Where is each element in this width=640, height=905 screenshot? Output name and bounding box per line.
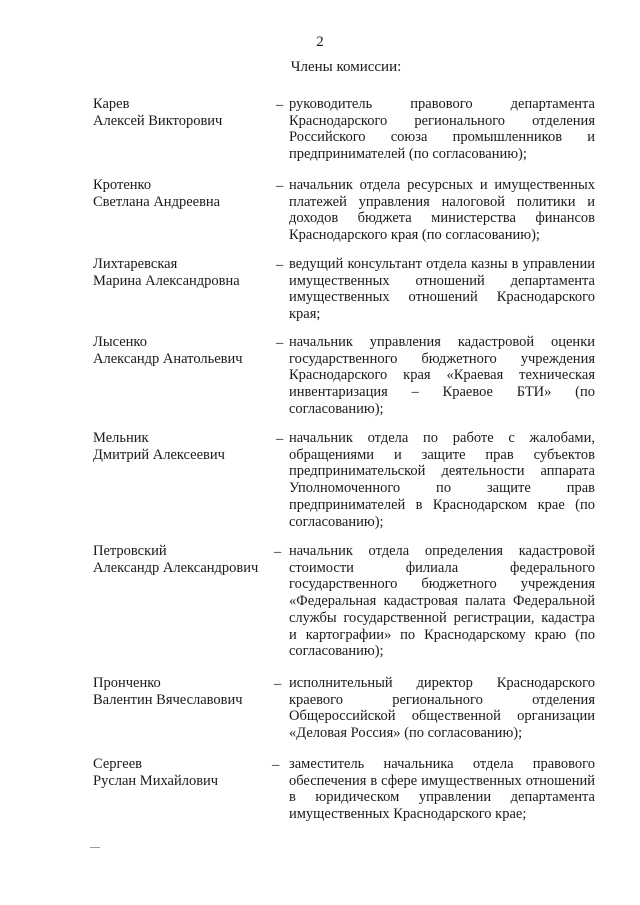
member-given-names: Дмитрий Алексеевич: [93, 447, 225, 463]
member-given-names: Руслан Михайлович: [93, 773, 219, 789]
member-surname: Пронченко: [93, 675, 161, 691]
dash-separator: –: [276, 257, 284, 273]
member-name: [93, 256, 278, 290]
member-role: ведущий консультант отдела казны в управлении имущественных отношений департамента имущественных отношений Краснодарского края;: [289, 256, 595, 323]
dash-separator: –: [274, 676, 282, 692]
member-surname: Лысенко: [93, 334, 147, 350]
member-name: [93, 177, 278, 211]
member-given-names: Валентин Вячеславович: [93, 692, 243, 708]
section-heading: Члены комиссии:: [290, 59, 402, 75]
member-name: [93, 430, 278, 464]
dash-separator: –: [272, 757, 280, 773]
member-role: руководитель правового департамента Краснодарского регионального отделения Российского союза промышленников и предпринимателей (по согласованию);: [289, 96, 595, 163]
page-number: 2: [316, 34, 324, 50]
member-given-names: Александр Александрович: [93, 560, 259, 576]
scan-mark: [90, 847, 100, 848]
member-given-names: Алексей Викторович: [93, 113, 223, 129]
member-surname: Кротенко: [93, 177, 152, 193]
member-role: начальник отдела по работе с жалобами, обращениями и защите прав субъектов предпринимательской деятельности аппарата Уполномоченного по защите прав предпринимателей в Краснодарском крае (по согласованию);: [289, 430, 595, 530]
member-name: [93, 675, 278, 709]
member-given-names: Светлана Андреевна: [93, 194, 221, 210]
member-name: [93, 543, 278, 577]
member-given-names: Марина Александровна: [93, 273, 240, 289]
member-role: начальник управления кадастровой оценки государственного бюджетного учреждения Краснодарского края «Краевая техническая инвентаризация – Краевое БТИ» (по согласованию);: [289, 334, 595, 417]
member-name: [93, 334, 278, 368]
member-surname: Мельник: [93, 430, 149, 446]
member-role: заместитель начальника отдела правового обеспечения в сфере имущественных отношений в юридическом управлении департамента имущественных Краснодарского крае;: [289, 756, 595, 823]
dash-separator: –: [276, 335, 284, 351]
dash-separator: –: [276, 97, 284, 113]
member-surname: Сергеев: [93, 756, 143, 772]
member-role: начальник отдела определения кадастровой стоимости филиала федерального государственного бюджетного учреждения «Федеральная кадастровая палата Федеральной службы государственной регистрации, кадастра и картографии» по Краснодарскому краю (по согласованию);: [289, 543, 595, 660]
dash-separator: –: [276, 178, 284, 194]
member-role: начальник отдела ресурсных и имущественных платежей управления налоговой политики и доходов бюджета министерства финансов Краснодарского края (по согласованию);: [289, 177, 595, 244]
member-surname: Лихтаревская: [93, 256, 178, 272]
member-role: исполнительный директор Краснодарского краевого регионального отделения Общероссийской общественной организации «Деловая Россия» (по согласованию);: [289, 675, 595, 742]
member-given-names: Александр Анатольевич: [93, 351, 243, 367]
member-surname: Карев: [93, 96, 130, 112]
dash-separator: –: [276, 431, 284, 447]
member-name: [93, 756, 278, 790]
dash-separator: –: [274, 544, 282, 560]
member-name: [93, 96, 278, 130]
member-surname: Петровский: [93, 543, 167, 559]
